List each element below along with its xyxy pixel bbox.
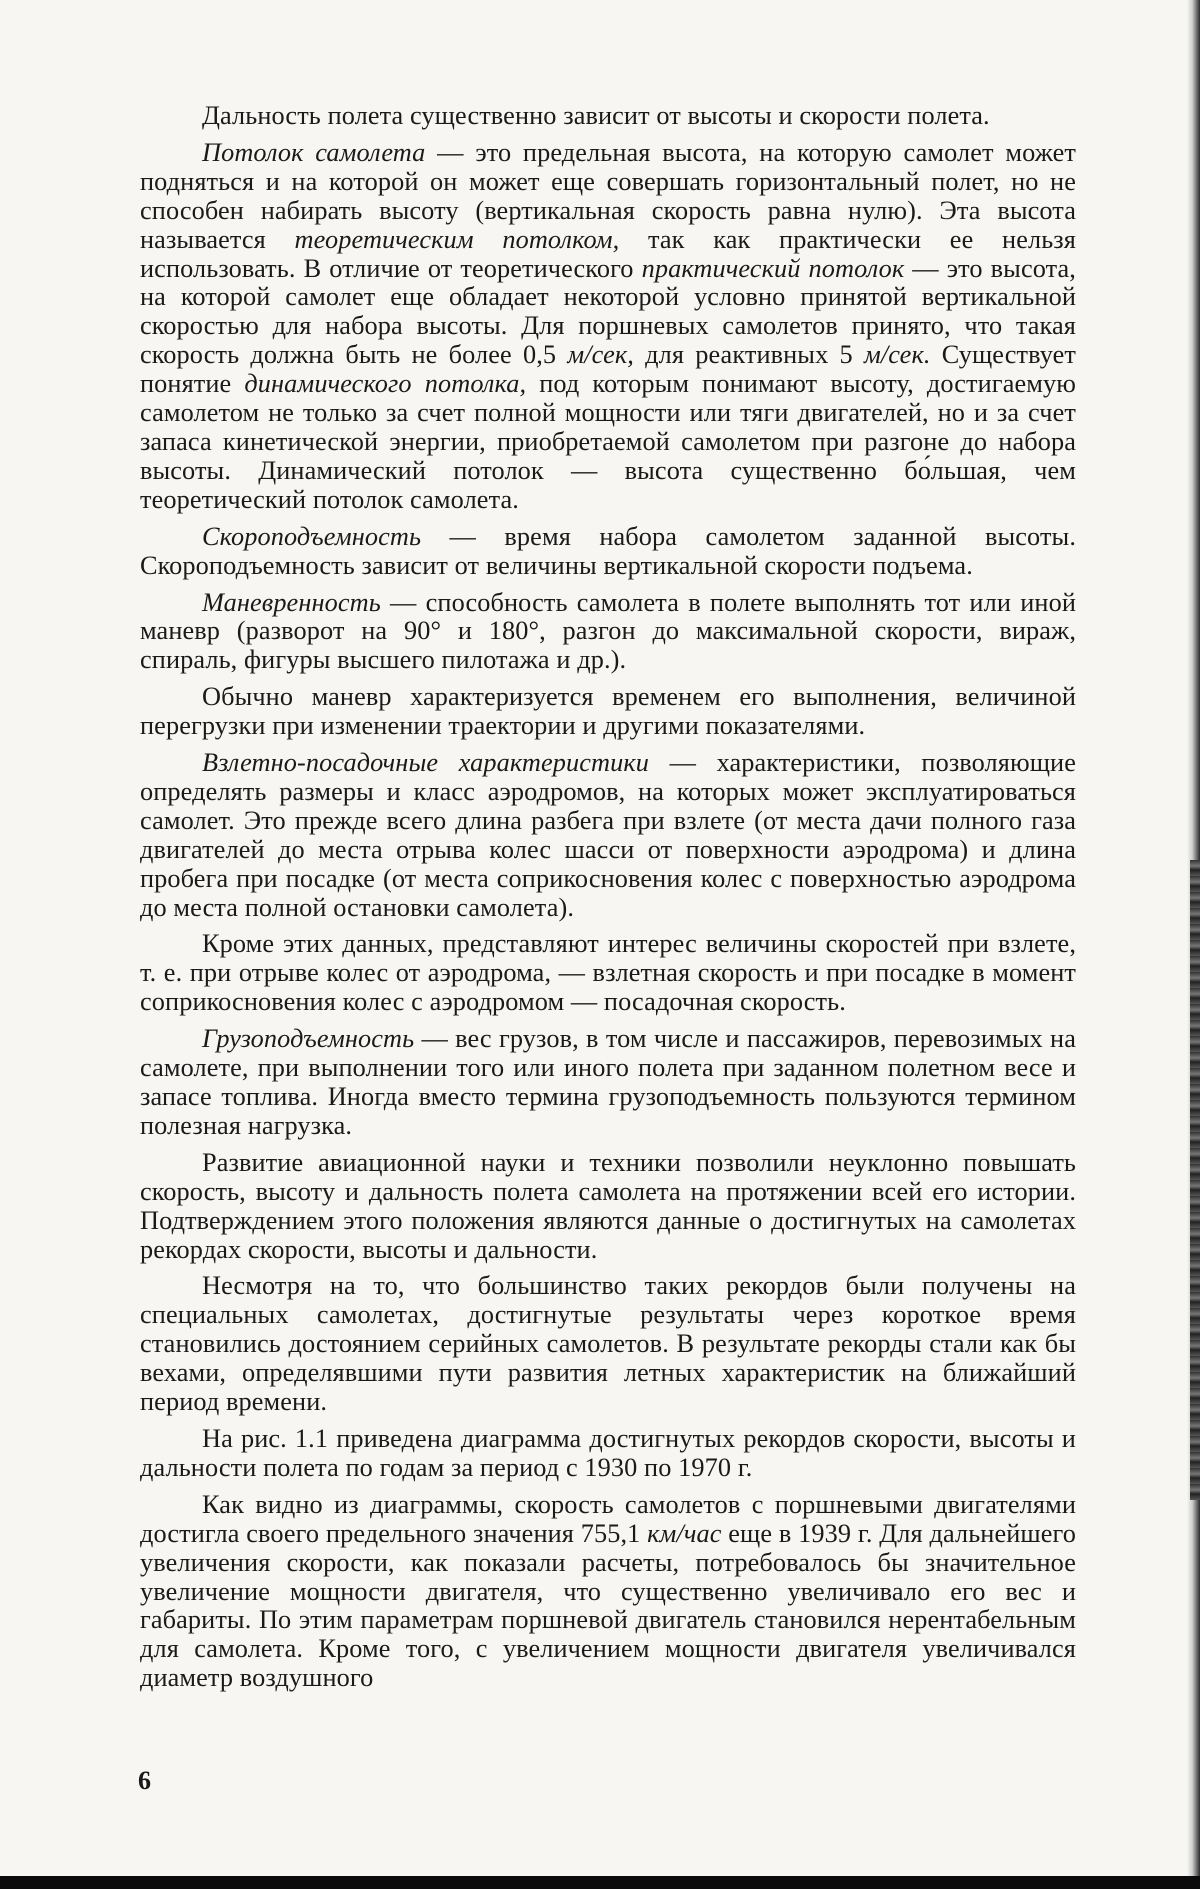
text-run: так как практически ее нельзя использовать. В отличие от теоретического — [140, 224, 1076, 283]
page-number: 6 — [138, 1766, 151, 1795]
text-run: еще в 1939 г. Для дальнейшего увеличения скорости, как показали расчеты, потребовалось бы значительное увеличение мощности двигателя, что существенно увеличивало его вес и габариты. По этим параметрам поршневой двигатель становился нерентабельным для самолета. Кроме того, с увеличением мощности двигателя увеличивался диаметр воздушного — [140, 1518, 1076, 1693]
paragraph — [140, 1425, 1076, 1483]
text-run: Кроме этих данных, представляют интерес величины скоростей при взлете, т. е. при отрыве колес от аэродрома, — взлетная скорость и при посадке в момент соприкосновения колес с аэродромом — посадочная скорость. — [140, 929, 1076, 1017]
text-run: Несмотря на то, что большинство таких рекордов были получены на специальных самолетах, достигнутые результаты через короткое время становились достоянием серийных самолетов. В результате рекорды стали как бы вехами, определявшими пути развития летных характеристик на ближайший период времени. — [140, 1271, 1076, 1417]
text-run: Дальность полета существенно зависит от высоты и скорости полета. — [202, 101, 990, 130]
italic-term: теоретическим потолком, — [294, 224, 620, 254]
italic-term: Грузоподъемность — [202, 1024, 415, 1054]
text-run: Обычно маневр характеризуется временем его выполнения, величиной перегрузки при изменении траектории и другими показателями. — [140, 682, 1076, 741]
italic-term: Взлетно-посадочные характеристики — [202, 748, 650, 778]
italic-term: км/час — [647, 1518, 722, 1548]
text-run: под которым понимают высоту, достигаемую самолетом не только за счет полной мощности или тяги двигателей, но и за счет запаса кинетической энергии, приобретаемой самолетом при разгоне до набора высоты. Динамический потолок — высота существенно бо́льшая, чем теоретический потолок самолета. — [140, 369, 1076, 514]
paragraph — [140, 102, 1076, 131]
document-body — [140, 102, 1076, 1701]
paragraph — [140, 1491, 1076, 1693]
italic-term: Потолок самолета — [202, 137, 426, 167]
paragraph — [140, 749, 1076, 922]
text-run: — это предельная высота, на которую самолет может подняться и на которой он может еще совершать горизонтальный полет, но не способен набирать высоту (вертикальная скорость равна нулю). Эта высота называется — [140, 137, 1076, 254]
text-run: — время набора самолетом заданной высоты. Скороподъемность зависит от величины вертикальной скорости подъема. — [140, 521, 1076, 580]
paragraph — [140, 1272, 1076, 1417]
italic-term: практический потолок — [641, 253, 905, 283]
text-run: для реактивных 5 — [633, 340, 864, 370]
italic-term: м/сек, — [567, 340, 634, 370]
text-run: На рис. 1.1 приведена диаграмма достигнутых рекордов скорости, высоты и дальности полета по годам за период с 1930 по 1970 г. — [140, 1423, 1076, 1482]
text-run: — это высота, на которой самолет еще обладает некоторой условно принятой вертикальной скоростью для набора высоты. Для поршневых самолетов принято, что такая скорость должна быть не более 0,5 — [140, 253, 1076, 370]
text-run: Существует понятие — [140, 340, 1076, 399]
text-run: Как видно из диаграммы, скорость самолетов с поршневыми двигателями достигла своего предельного значения 755,1 — [140, 1489, 1076, 1548]
scan-edge-bottom — [0, 1876, 1200, 1889]
text-run: — характеристики, позволяющие определять размеры и класс аэродромов, на которых может эксплуатироваться самолет. Это прежде всего длина разбега при взлете (от места дачи полного газа двигателей до места отрыва колес шасси от поверхности аэродрома) и длина пробега при посадке (от места соприкосновения колес с поверхностью аэродрома до места полной остановки самолета). — [140, 748, 1077, 922]
paragraph — [140, 1025, 1076, 1141]
italic-term: м/сек. — [863, 340, 931, 370]
paragraph — [140, 683, 1076, 741]
italic-term: Маневренность — [202, 587, 381, 617]
text-run: — способность самолета в полете выполнять тот или иной маневр (разворот на 90° и 180°, разгон до максимальной скорости, вираж, спираль, фигуры высшего пилотажа и др.). — [140, 587, 1076, 675]
paragraph — [140, 139, 1076, 515]
paragraph — [140, 1149, 1076, 1265]
paragraph — [140, 930, 1076, 1017]
italic-term: динамического потолка, — [244, 369, 527, 399]
paragraph — [140, 589, 1076, 676]
text-run: — вес грузов, в том числе и пассажиров, перевозимых на самолете, при выполнении того или иного полета при заданном полетном весе и запасе топлива. Иногда вместо термина грузоподъемность пользуются термином полезная нагрузка. — [140, 1024, 1076, 1140]
scan-edge-shadow — [1190, 860, 1200, 1500]
paragraph — [140, 523, 1076, 581]
text-run: Развитие авиационной науки и техники позволили неуклонно повышать скорость, высоту и дальность полета самолета на протяжении всей его истории. Подтверждением этого положения являются данные о достигнутых на самолетах рекордах скорости, высоты и дальности. — [140, 1147, 1076, 1264]
italic-term: Скороподъемность — [202, 521, 422, 551]
